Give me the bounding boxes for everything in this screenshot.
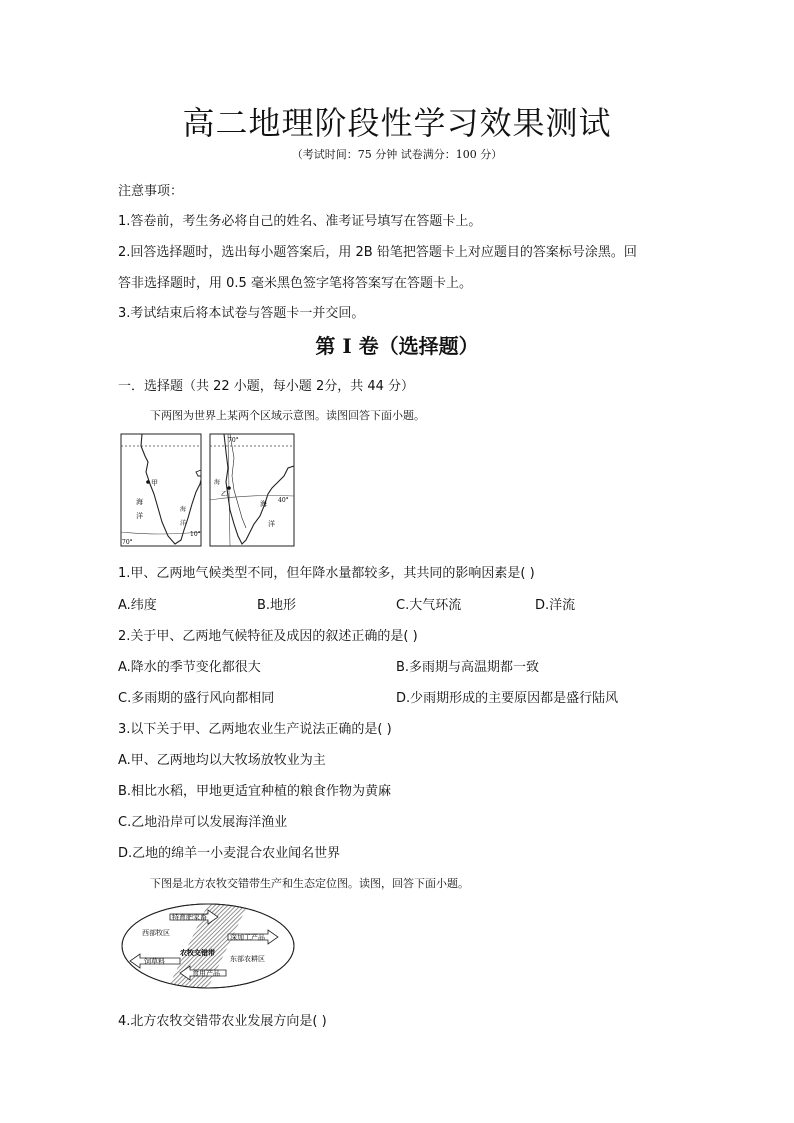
question-1-stem: 1.甲、乙两地气候类型不同，但年降水量都较多，其共同的影响因素是( ) bbox=[118, 566, 535, 581]
label-west-pasture: 西部牧区 bbox=[142, 929, 170, 937]
map-jia bbox=[121, 434, 201, 546]
label-lon-70-right: 70° bbox=[228, 437, 239, 444]
label-forage: 饲草料 bbox=[144, 957, 165, 966]
page-title: 高二地理阶段性学习效果测试 bbox=[182, 104, 612, 142]
note-item-1: 1.答卷前，考生务必将自己的姓名、准考证号填写在答题卡上。 bbox=[118, 214, 482, 229]
label-ocean-right-2: 洋 bbox=[268, 520, 275, 528]
question-2-option-a: A.降水的季节变化都很大 bbox=[118, 660, 261, 675]
part-heading: 一．选择题（共 22 小题，每小题 2分，共 44 分） bbox=[118, 379, 415, 394]
question-2-stem: 2.关于甲、乙两地气候特征及成因的叙述正确的是( ) bbox=[118, 629, 418, 644]
question-3-stem: 3.以下关于甲、乙两地农业生产说法正确的是( ) bbox=[118, 722, 392, 737]
label-yang-right: 洋 bbox=[180, 520, 187, 527]
label-lat-10: 10° bbox=[190, 531, 201, 538]
question-1-option-d: D.洋流 bbox=[535, 598, 576, 613]
agro-pastoral-diagram bbox=[118, 900, 298, 992]
label-east-farmland: 东部农耕区 bbox=[230, 955, 265, 963]
label-lon-70-left: 70° bbox=[122, 539, 133, 546]
question-1-option-a: A.纬度 bbox=[118, 598, 157, 613]
question-1-option-c: C.大气环流 bbox=[396, 598, 462, 613]
label-processed-products: 深加工产品 bbox=[230, 933, 265, 942]
map-yi bbox=[210, 434, 294, 546]
question-2-option-d: D.少雨期形成的主要原因都是盛行陆风 bbox=[396, 691, 619, 706]
note-item-2-cont: 答非选择题时，用 0.5 毫米黑色签字笔将答案写在答题卡上。 bbox=[118, 276, 472, 291]
question-intro-2: 下图是北方农牧交错带生产和生态定位图。读图，回答下面小题。 bbox=[150, 877, 469, 890]
question-intro-1: 下两图为世界上某两个区域示意图。读图回答下面小题。 bbox=[150, 409, 425, 422]
label-ocean-2: 洋 bbox=[136, 512, 143, 520]
label-food-products: 食用产品 bbox=[192, 969, 220, 978]
label-transition-belt: 农牧交错带 bbox=[180, 948, 215, 957]
region-map-figure bbox=[118, 432, 298, 550]
label-yi: 乙 bbox=[221, 491, 228, 498]
note-item-2: 2.回答选择题时，选出每小题答案后，用 2B 铅笔把答题卡上对应题目的答案标号涂黑。回 bbox=[118, 245, 637, 260]
question-4-stem: 4.北方农牧交错带农业发展方向是( ) bbox=[118, 1014, 327, 1029]
label-jia: 甲 bbox=[151, 479, 158, 487]
question-3-option-c: C.乙地沿岸可以发展海洋渔业 bbox=[118, 815, 288, 830]
label-lat-40: 40° bbox=[278, 497, 289, 504]
label-ocean-right-1: 海 bbox=[260, 500, 267, 508]
question-3-option-d: D.乙地的绵羊一小麦混合农业闻名世界 bbox=[118, 846, 341, 861]
question-2-option-b: B.多雨期与高温期都一致 bbox=[396, 660, 540, 675]
label-ocean-1: 海 bbox=[136, 498, 143, 506]
question-2-option-c: C.多雨期的盛行风向都相同 bbox=[118, 691, 275, 706]
note-item-3: 3.考试结束后将本试卷与答题卡一并交回。 bbox=[118, 306, 365, 321]
label-hai-right: 海 bbox=[180, 506, 187, 513]
label-hai-yi: 海 bbox=[214, 479, 221, 486]
question-1-option-b: B.地形 bbox=[257, 598, 297, 613]
question-3-option-b: B.相比水稻，甲地更适宜种植的粮食作物为黄麻 bbox=[118, 784, 392, 799]
exam-info: （考试时间：75 分钟 试卷满分：100 分） bbox=[291, 148, 503, 161]
question-3-option-a: A.甲、乙两地均以大牧场放牧业为主 bbox=[118, 753, 326, 768]
notes-heading: 注意事项： bbox=[118, 184, 184, 199]
section-title: 第 I 卷（选择题） bbox=[315, 334, 479, 358]
label-fattening-livestock: 特育肥家畜 bbox=[172, 913, 207, 922]
